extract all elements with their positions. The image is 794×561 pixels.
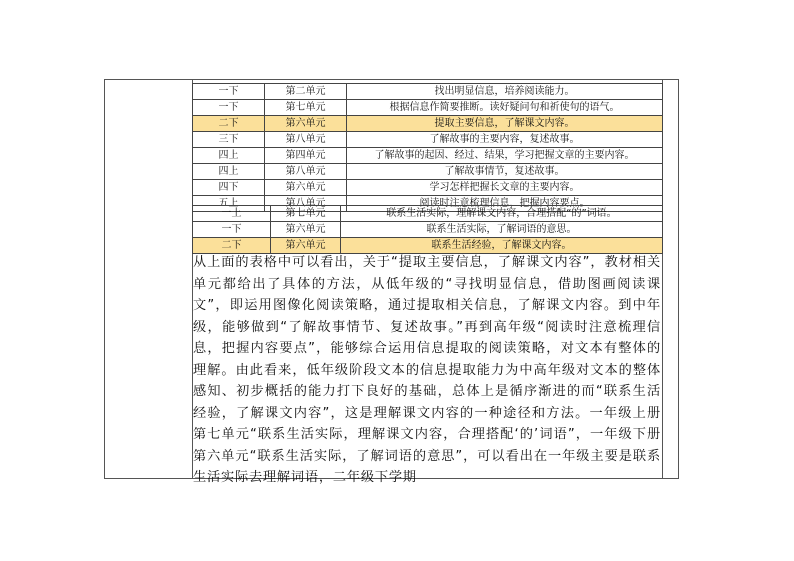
unit-cell: 第六单元 xyxy=(265,180,347,196)
grade-cell: 一下 xyxy=(193,222,271,238)
unit-cell: 第八单元 xyxy=(265,132,347,148)
grade-cell: 二下 xyxy=(193,238,271,254)
unit-cell: 第八单元 xyxy=(265,164,347,180)
unit-goals-table-life xyxy=(192,205,663,254)
grade-cell: 一上 xyxy=(193,206,271,222)
grade-cell: 四下 xyxy=(193,180,265,196)
goal-cell: 阅读时注意梳理信息，把握内容要点。 xyxy=(347,196,663,212)
goal-cell: 提取主要信息，了解课文内容。 xyxy=(347,116,663,132)
unit-goals-table-reading xyxy=(192,83,663,212)
grade-cell: 三下 xyxy=(193,132,265,148)
goal-cell: 学习怎样把握长文章的主要内容。 xyxy=(347,180,663,196)
table-row xyxy=(193,164,663,180)
unit-cell: 第六单元 xyxy=(271,238,341,254)
unit-cell: 第四单元 xyxy=(265,148,347,164)
goal-cell: 联系生活实际，了解词语的意思。 xyxy=(341,222,663,238)
goal-cell: 联系生活经验，了解课文内容。 xyxy=(341,238,663,254)
unit-cell: 第六单元 xyxy=(271,222,341,238)
grade-cell: 二下 xyxy=(193,116,265,132)
goal-cell: 联系生活实际，理解课文内容，合理搭配“的”词语。 xyxy=(341,206,663,222)
grade-cell: 一下 xyxy=(193,84,265,100)
goal-cell: 了解故事情节，复述故事。 xyxy=(347,164,663,180)
table-row xyxy=(193,222,663,238)
goal-cell: 了解故事的起因、经过、结果，学习把握文章的主要内容。 xyxy=(347,148,663,164)
grade-cell: 四上 xyxy=(193,148,265,164)
table-row xyxy=(193,132,663,148)
unit-cell: 第八单元 xyxy=(265,196,347,212)
table-row xyxy=(193,206,663,222)
unit-cell: 第六单元 xyxy=(265,116,347,132)
table-row xyxy=(193,148,663,164)
grade-cell: 五上 xyxy=(193,196,265,212)
grade-cell: 四上 xyxy=(193,164,265,180)
table-row xyxy=(193,84,663,100)
goal-cell: 找出明显信息，培养阅读能力。 xyxy=(347,84,663,100)
unit-cell: 第七单元 xyxy=(265,100,347,116)
grade-cell: 一下 xyxy=(193,100,265,116)
analysis-paragraph: 从上面的表格中可以看出，关于“提取主要信息，了解课文内容”，教材相关单元都给出了具体的方法，从低年级的“寻找明显信息，借助图画阅读课文”，即运用图像化阅读策略，通过提取相关信息，了解课文内容。到中年级，能够做到“了解故事情节、复述故事。”再到高年级“阅读时注意梳理信息，把握内容要点”，能够综合运用信息提取的阅读策略，对文本有整体的理解。由此看来，低年级阶段文本的信息提取能力为中高年级对文本的整体感知、初步概括的能力打下良好的基础，总体上是循序渐进的而“联系生活经验，了解课文内容”，这是理解课文内容的一种途径和方法。一年级上册第七单元“联系生活实际，理解课文内容，合理搭配‘的’词语”，一年级下册第六单元“联系生活实际，了解词语的意思”，可以看出在一年级主要是联系生活实际去理解词语，二年级下学期 xyxy=(193,255,661,485)
unit-cell: 第二单元 xyxy=(265,84,347,100)
goal-cell: 根据信息作简要推断。读好疑问句和祈使句的语气。 xyxy=(347,100,663,116)
table-row xyxy=(193,116,663,132)
goal-cell: 了解故事的主要内容，复述故事。 xyxy=(347,132,663,148)
table-row xyxy=(193,180,663,196)
table-row xyxy=(193,100,663,116)
unit-cell: 第七单元 xyxy=(271,206,341,222)
